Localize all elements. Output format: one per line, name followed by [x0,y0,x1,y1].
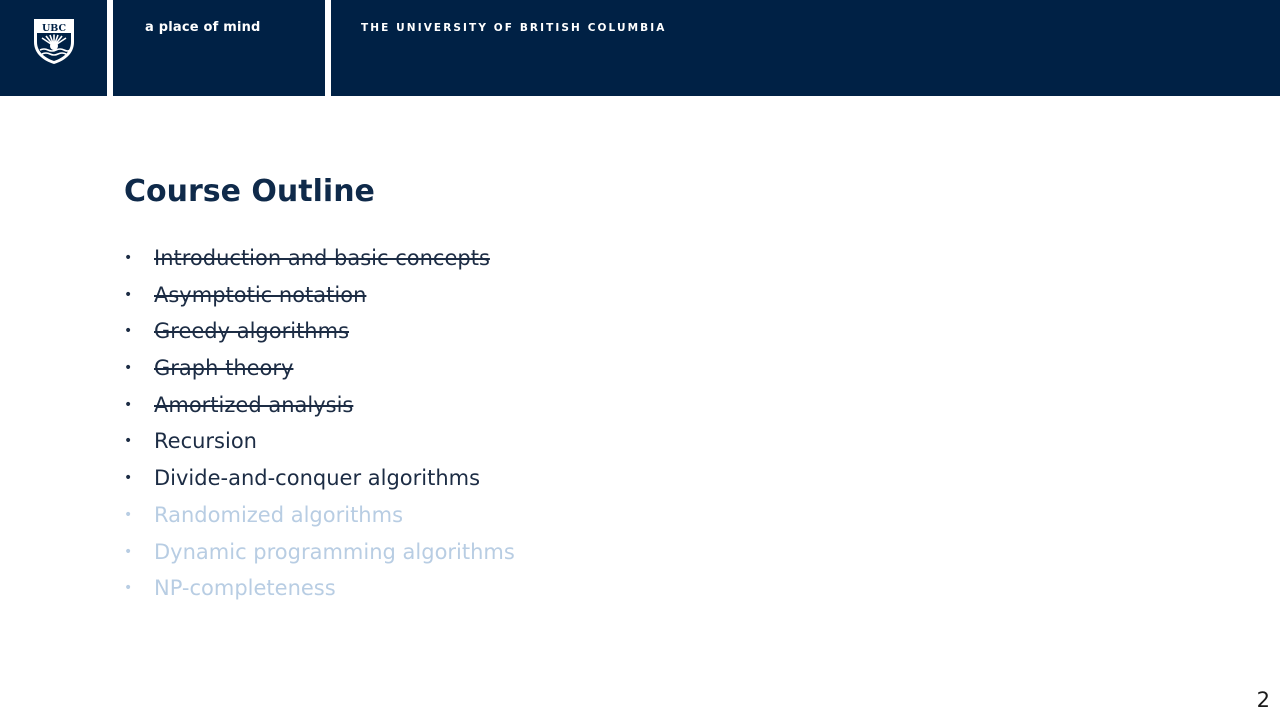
bullet-icon: • [124,543,133,560]
topic-label: Greedy algorithms [154,319,350,344]
topic-item [124,570,515,607]
header-band [0,0,1280,96]
topic-item [124,313,515,350]
bullet-icon: • [124,470,133,487]
topic-item [124,497,515,534]
topic-label: Randomized algorithms [154,502,404,527]
topic-item [124,534,515,571]
topic-item [124,277,515,314]
bullet-icon: • [124,396,133,413]
university-name-block [331,0,1280,96]
topic-item [124,240,515,277]
bullet-icon: • [124,360,133,377]
tagline: a place of mind [145,20,261,35]
topic-item [124,460,515,497]
bullet-icon: • [124,433,133,450]
university-name: THE UNIVERSITY OF BRITISH COLUMBIA [361,22,667,34]
topic-label: Dynamic programming algorithms [154,539,515,564]
topic-label: Introduction and basic concepts [154,246,490,270]
slide-title: Course Outline [124,174,375,209]
topic-label: Recursion [154,429,257,454]
topic-label: Asymptotic notation [154,282,367,307]
page-number: 2 [1256,688,1270,712]
topic-item [124,387,515,424]
bullet-icon: • [124,323,133,340]
svg-text:UBC: UBC [41,23,67,34]
bullet-icon: • [124,286,133,303]
topic-label: NP-completeness [154,576,336,601]
topic-label: Divide-and-conquer algorithms [154,466,481,491]
topic-label: Graph theory [154,356,294,381]
topic-list [124,240,515,607]
logo-block [0,0,107,96]
bullet-icon: • [124,250,133,266]
bullet-icon: • [124,580,133,597]
tagline-block [113,0,325,96]
bullet-icon: • [124,506,133,523]
ubc-crest-icon [30,16,78,66]
topic-label: Amortized analysis [154,392,354,417]
topic-item [124,423,515,460]
topic-item [124,350,515,387]
